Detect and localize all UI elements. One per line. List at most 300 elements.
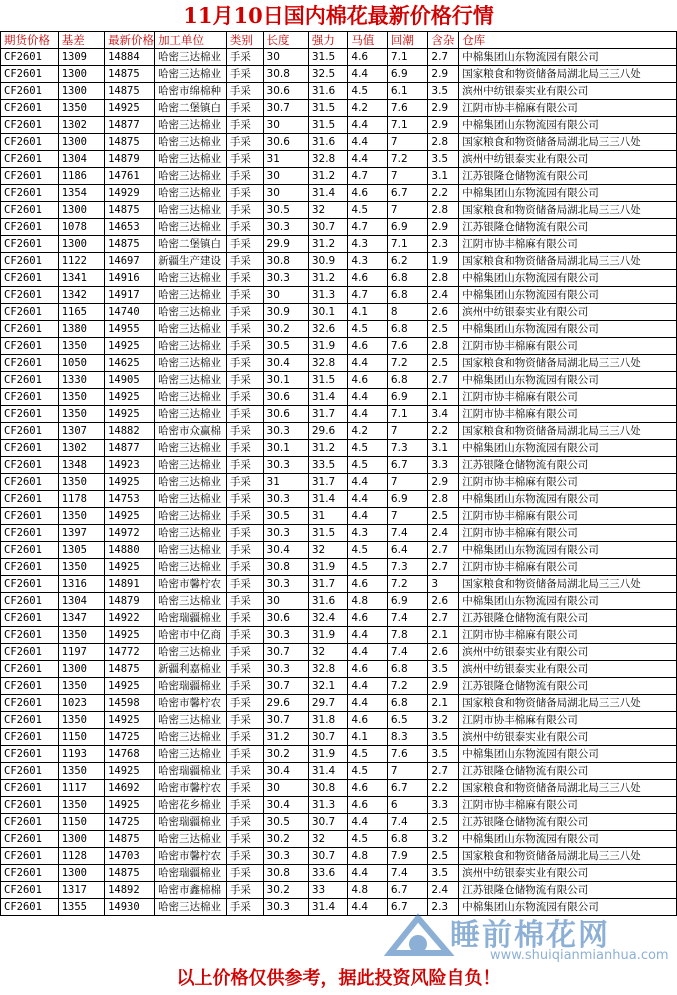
- table-cell: 手采: [226, 576, 263, 593]
- table-cell: CF2601: [1, 729, 59, 746]
- table-cell: 4.6: [348, 780, 388, 797]
- table-cell: 手采: [226, 474, 263, 491]
- table-cell: 国家粮食和物资储备局湖北局三三八处: [459, 780, 677, 797]
- table-cell: 6.2: [387, 253, 427, 270]
- column-header: 强力: [308, 32, 348, 49]
- table-cell: 哈密三达棉业: [155, 151, 227, 168]
- table-cell: CF2601: [1, 457, 59, 474]
- table-cell: 32: [308, 202, 348, 219]
- table-cell: CF2601: [1, 678, 59, 695]
- table-cell: 30: [263, 780, 308, 797]
- table-cell: 1350: [58, 338, 104, 355]
- table-cell: 江阴市协丰棉麻有限公司: [459, 389, 677, 406]
- table-cell: 3.5: [428, 151, 459, 168]
- table-cell: CF2601: [1, 440, 59, 457]
- table-cell: 4.4: [348, 134, 388, 151]
- table-cell: 手采: [226, 508, 263, 525]
- table-cell: 30.6: [263, 406, 308, 423]
- table-cell: 30.6: [263, 83, 308, 100]
- table-cell: 1305: [58, 542, 104, 559]
- table-cell: 哈密瑞疆棉业: [155, 678, 227, 695]
- table-cell: 2.8: [428, 491, 459, 508]
- table-cell: 14879: [105, 151, 155, 168]
- table-cell: 哈密市鑫棉棉: [155, 882, 227, 899]
- table-cell: 4.4: [348, 151, 388, 168]
- table-cell: 14917: [105, 287, 155, 304]
- table-cell: 31.9: [308, 746, 348, 763]
- table-cell: CF2601: [1, 151, 59, 168]
- table-row: [1, 219, 677, 236]
- table-cell: 33.6: [308, 865, 348, 882]
- table-cell: 手采: [226, 83, 263, 100]
- table-cell: 30.4: [263, 797, 308, 814]
- table-cell: 14925: [105, 406, 155, 423]
- table-cell: 30.5: [263, 338, 308, 355]
- table-cell: 2.4: [428, 287, 459, 304]
- table-cell: 1300: [58, 661, 104, 678]
- table-cell: CF2601: [1, 202, 59, 219]
- table-cell: 中棉集团山东物流园有限公司: [459, 899, 677, 916]
- table-cell: 4.6: [348, 338, 388, 355]
- table-cell: 6.8: [387, 321, 427, 338]
- table-cell: 6.7: [387, 185, 427, 202]
- table-cell: 14925: [105, 712, 155, 729]
- table-cell: 4.5: [348, 440, 388, 457]
- table-cell: 14725: [105, 729, 155, 746]
- table-cell: 1178: [58, 491, 104, 508]
- table-row: [1, 729, 677, 746]
- table-cell: 14875: [105, 83, 155, 100]
- table-cell: 手采: [226, 219, 263, 236]
- table-cell: 手采: [226, 899, 263, 916]
- table-row: [1, 525, 677, 542]
- table-cell: 7.8: [387, 627, 427, 644]
- table-cell: 7: [387, 508, 427, 525]
- table-cell: 2.6: [428, 593, 459, 610]
- table-cell: 1348: [58, 457, 104, 474]
- page-title: 11月10日国内棉花最新价格行情: [183, 3, 494, 28]
- table-cell: 3.1: [428, 440, 459, 457]
- table-cell: 国家粮食和物资储备局湖北局三三八处: [459, 848, 677, 865]
- table-cell: 哈密市馨柠农: [155, 848, 227, 865]
- table-row: [1, 746, 677, 763]
- watermark-text: 睡前棉花网: [450, 918, 610, 953]
- table-cell: 4.4: [348, 678, 388, 695]
- table-cell: CF2601: [1, 542, 59, 559]
- table-cell: 中棉集团山东物流园有限公司: [459, 593, 677, 610]
- table-cell: 中棉集团山东物流园有限公司: [459, 117, 677, 134]
- table-cell: 31.6: [308, 83, 348, 100]
- table-cell: 1165: [58, 304, 104, 321]
- table-cell: 14697: [105, 253, 155, 270]
- table-cell: 1150: [58, 729, 104, 746]
- table-cell: 8.3: [387, 729, 427, 746]
- table-cell: 1128: [58, 848, 104, 865]
- column-header: 加工单位: [155, 32, 227, 49]
- table-cell: 4.5: [348, 83, 388, 100]
- table-row: [1, 202, 677, 219]
- table-cell: CF2601: [1, 389, 59, 406]
- table-cell: 哈密三达棉业: [155, 542, 227, 559]
- table-cell: 手采: [226, 372, 263, 389]
- header-row: [1, 32, 677, 49]
- table-cell: 4.5: [348, 763, 388, 780]
- table-cell: 14879: [105, 593, 155, 610]
- table-cell: 3.1: [428, 168, 459, 185]
- table-cell: CF2601: [1, 236, 59, 253]
- table-cell: 14884: [105, 49, 155, 66]
- table-cell: 手采: [226, 780, 263, 797]
- table-cell: 30.8: [308, 780, 348, 797]
- table-cell: 31.9: [308, 338, 348, 355]
- table-cell: 4.7: [348, 219, 388, 236]
- table-cell: CF2601: [1, 338, 59, 355]
- table-cell: 4.7: [348, 287, 388, 304]
- table-cell: 手采: [226, 814, 263, 831]
- table-cell: 哈密三达棉业: [155, 474, 227, 491]
- table-cell: 手采: [226, 134, 263, 151]
- table-cell: 手采: [226, 882, 263, 899]
- table-cell: 4.5: [348, 559, 388, 576]
- table-cell: 2.5: [428, 355, 459, 372]
- table-cell: CF2601: [1, 270, 59, 287]
- table-cell: 新疆生产建设: [155, 253, 227, 270]
- table-row: [1, 185, 677, 202]
- table-cell: 6.9: [387, 593, 427, 610]
- table-cell: CF2601: [1, 117, 59, 134]
- table-cell: 江阴市协丰棉麻有限公司: [459, 338, 677, 355]
- table-cell: 3.5: [428, 865, 459, 882]
- table-cell: 30.4: [263, 763, 308, 780]
- table-row: [1, 406, 677, 423]
- table-cell: 3.5: [428, 83, 459, 100]
- table-cell: 14882: [105, 423, 155, 440]
- table-cell: 4.6: [348, 185, 388, 202]
- table-row: [1, 253, 677, 270]
- table-cell: 江阴市协丰棉麻有限公司: [459, 797, 677, 814]
- table-row: [1, 270, 677, 287]
- table-row: [1, 576, 677, 593]
- table-cell: 14930: [105, 899, 155, 916]
- table-row: [1, 304, 677, 321]
- table-cell: 1302: [58, 440, 104, 457]
- table-cell: 6.7: [387, 457, 427, 474]
- table-cell: 2.2: [428, 423, 459, 440]
- table-cell: 2.4: [428, 525, 459, 542]
- table-cell: 30.7: [308, 848, 348, 865]
- table-cell: 14761: [105, 168, 155, 185]
- table-cell: 2.2: [428, 185, 459, 202]
- table-cell: 手采: [226, 49, 263, 66]
- table-cell: 14880: [105, 542, 155, 559]
- table-cell: 7.3: [387, 559, 427, 576]
- table-cell: 1117: [58, 780, 104, 797]
- table-cell: 8: [387, 304, 427, 321]
- table-cell: 32.5: [308, 66, 348, 83]
- table-cell: 1347: [58, 610, 104, 627]
- column-header: 长度: [263, 32, 308, 49]
- table-cell: CF2601: [1, 610, 59, 627]
- table-cell: 7.1: [387, 406, 427, 423]
- table-row: [1, 644, 677, 661]
- table-row: [1, 797, 677, 814]
- table-cell: 14875: [105, 236, 155, 253]
- table-cell: 30.7: [308, 814, 348, 831]
- table-cell: 6.8: [387, 270, 427, 287]
- table-cell: CF2601: [1, 814, 59, 831]
- table-cell: 7.1: [387, 117, 427, 134]
- table-cell: 手采: [226, 695, 263, 712]
- table-cell: 江阴市协丰棉麻有限公司: [459, 559, 677, 576]
- table-cell: 14875: [105, 831, 155, 848]
- table-cell: 14875: [105, 66, 155, 83]
- table-cell: CF2601: [1, 66, 59, 83]
- table-cell: 29.9: [263, 236, 308, 253]
- table-cell: 31.2: [263, 729, 308, 746]
- table-cell: 14725: [105, 814, 155, 831]
- table-cell: 30.3: [263, 457, 308, 474]
- table-cell: 1350: [58, 389, 104, 406]
- table-cell: 1122: [58, 253, 104, 270]
- table-cell: 30.4: [263, 542, 308, 559]
- table-cell: CF2601: [1, 185, 59, 202]
- table-cell: 手采: [226, 610, 263, 627]
- table-cell: 7.2: [387, 355, 427, 372]
- table-cell: 4.4: [348, 117, 388, 134]
- table-cell: 6.9: [387, 389, 427, 406]
- table-cell: 7: [387, 202, 427, 219]
- table-cell: 哈密三达棉业: [155, 338, 227, 355]
- table-cell: 手采: [226, 117, 263, 134]
- table-cell: 14925: [105, 797, 155, 814]
- table-cell: 4.8: [348, 593, 388, 610]
- table-cell: 手采: [226, 389, 263, 406]
- table-cell: 30.3: [263, 491, 308, 508]
- table-cell: 2.1: [428, 695, 459, 712]
- table-cell: 6.1: [387, 83, 427, 100]
- table-cell: CF2601: [1, 49, 59, 66]
- table-cell: 哈密三达棉业: [155, 440, 227, 457]
- table-cell: 4.4: [348, 899, 388, 916]
- table-cell: 4.5: [348, 746, 388, 763]
- table-row: [1, 236, 677, 253]
- table-cell: 31.4: [308, 899, 348, 916]
- table-cell: 4.4: [348, 627, 388, 644]
- table-cell: 4.6: [348, 610, 388, 627]
- table-cell: 7.2: [387, 678, 427, 695]
- table-cell: 7: [387, 168, 427, 185]
- table-cell: 哈密三达棉业: [155, 355, 227, 372]
- table-cell: 31.9: [308, 627, 348, 644]
- table-cell: 1078: [58, 219, 104, 236]
- table-cell: 4.4: [348, 814, 388, 831]
- table-row: [1, 117, 677, 134]
- table-cell: 手采: [226, 457, 263, 474]
- table-cell: 手采: [226, 338, 263, 355]
- table-row: [1, 83, 677, 100]
- table-row: [1, 627, 677, 644]
- table-cell: 哈密三达棉业: [155, 168, 227, 185]
- table-cell: CF2601: [1, 525, 59, 542]
- table-cell: 1186: [58, 168, 104, 185]
- table-cell: 30.7: [263, 100, 308, 117]
- table-cell: 中棉集团山东物流园有限公司: [459, 185, 677, 202]
- table-cell: 30.4: [263, 355, 308, 372]
- table-cell: 14923: [105, 457, 155, 474]
- table-cell: 14875: [105, 202, 155, 219]
- table-cell: 4.3: [348, 236, 388, 253]
- table-cell: 2.1: [428, 389, 459, 406]
- table-cell: 滨州中纺银泰实业有限公司: [459, 151, 677, 168]
- table-cell: 江苏银隆仓储物流有限公司: [459, 678, 677, 695]
- table-cell: 2.7: [428, 542, 459, 559]
- table-cell: 29.6: [308, 423, 348, 440]
- table-cell: 1350: [58, 100, 104, 117]
- table-cell: 3.4: [428, 406, 459, 423]
- table-cell: 7.2: [387, 576, 427, 593]
- table-cell: 1317: [58, 882, 104, 899]
- table-cell: 4.4: [348, 865, 388, 882]
- table-cell: 2.8: [428, 338, 459, 355]
- table-row: [1, 559, 677, 576]
- table-cell: 32: [308, 831, 348, 848]
- table-cell: 哈密三达棉业: [155, 831, 227, 848]
- disclaimer-footer: 以上价格仅供参考，据此投资风险自负！: [176, 968, 501, 989]
- table-cell: CF2601: [1, 100, 59, 117]
- table-cell: 2.5: [428, 508, 459, 525]
- table-cell: 手采: [226, 287, 263, 304]
- table-cell: 哈密市绵棉种: [155, 83, 227, 100]
- table-cell: 手采: [226, 763, 263, 780]
- table-cell: 7.4: [387, 525, 427, 542]
- table-cell: 31.3: [308, 287, 348, 304]
- table-row: [1, 865, 677, 882]
- table-cell: 4.6: [348, 576, 388, 593]
- table-cell: 30.2: [263, 882, 308, 899]
- table-cell: 江阴市协丰棉麻有限公司: [459, 236, 677, 253]
- table-cell: 4.6: [348, 372, 388, 389]
- table-cell: 1.9: [428, 253, 459, 270]
- table-cell: 14753: [105, 491, 155, 508]
- table-cell: 4.4: [348, 389, 388, 406]
- table-cell: CF2601: [1, 355, 59, 372]
- table-cell: 14929: [105, 185, 155, 202]
- table-cell: 32: [308, 644, 348, 661]
- table-cell: CF2601: [1, 899, 59, 916]
- table-row: [1, 882, 677, 899]
- table-cell: 32.8: [308, 355, 348, 372]
- table-cell: 手采: [226, 627, 263, 644]
- table-cell: 1355: [58, 899, 104, 916]
- table-row: [1, 712, 677, 729]
- table-row: [1, 491, 677, 508]
- column-header: 仓库: [459, 32, 677, 49]
- table-row: [1, 831, 677, 848]
- table-cell: 哈密三达棉业: [155, 372, 227, 389]
- table-cell: CF2601: [1, 372, 59, 389]
- table-cell: 手采: [226, 151, 263, 168]
- table-cell: 31.7: [308, 576, 348, 593]
- table-cell: 31.6: [308, 134, 348, 151]
- table-cell: 江苏银隆仓储物流有限公司: [459, 610, 677, 627]
- table-row: [1, 372, 677, 389]
- table-cell: CF2601: [1, 559, 59, 576]
- table-cell: 2.9: [428, 117, 459, 134]
- table-cell: 中棉集团山东物流园有限公司: [459, 321, 677, 338]
- table-cell: 哈密市馨柠农: [155, 576, 227, 593]
- table-cell: 手采: [226, 185, 263, 202]
- table-cell: 4.5: [348, 542, 388, 559]
- table-cell: CF2601: [1, 848, 59, 865]
- table-cell: CF2601: [1, 134, 59, 151]
- table-cell: 哈密三达棉业: [155, 185, 227, 202]
- table-cell: 32.6: [308, 321, 348, 338]
- table-cell: 1354: [58, 185, 104, 202]
- table-row: [1, 287, 677, 304]
- table-cell: 6.7: [387, 882, 427, 899]
- table-cell: 手采: [226, 542, 263, 559]
- table-cell: 32.8: [308, 661, 348, 678]
- table-cell: 6.8: [387, 287, 427, 304]
- table-cell: 哈密三达棉业: [155, 304, 227, 321]
- table-cell: 手采: [226, 304, 263, 321]
- table-cell: 31.5: [308, 372, 348, 389]
- table-cell: 4.5: [348, 831, 388, 848]
- table-cell: 30.3: [263, 219, 308, 236]
- table-cell: 江苏银隆仓储物流有限公司: [459, 882, 677, 899]
- table-cell: 哈密三达棉业: [155, 644, 227, 661]
- table-cell: 中棉集团山东物流园有限公司: [459, 831, 677, 848]
- table-cell: 江苏银隆仓储物流有限公司: [459, 814, 677, 831]
- column-header: 含杂: [428, 32, 459, 49]
- table-cell: 手采: [226, 525, 263, 542]
- table-cell: 国家粮食和物资储备局湖北局三三八处: [459, 576, 677, 593]
- table-cell: 手采: [226, 440, 263, 457]
- table-cell: 14925: [105, 474, 155, 491]
- table-cell: 哈密三达棉业: [155, 49, 227, 66]
- table-cell: 31.2: [308, 236, 348, 253]
- table-cell: 30.6: [263, 389, 308, 406]
- table-row: [1, 899, 677, 916]
- table-cell: 1316: [58, 576, 104, 593]
- table-cell: 2.8: [428, 270, 459, 287]
- table-cell: 手采: [226, 848, 263, 865]
- table-cell: 1397: [58, 525, 104, 542]
- table-row: [1, 389, 677, 406]
- table-cell: 哈密三达棉业: [155, 134, 227, 151]
- table-cell: 哈密市馨柠农: [155, 695, 227, 712]
- table-cell: 江阴市协丰棉麻有限公司: [459, 627, 677, 644]
- table-cell: 7.4: [387, 814, 427, 831]
- table-cell: 31.5: [308, 49, 348, 66]
- table-cell: 32.4: [308, 610, 348, 627]
- table-cell: 哈密三达棉业: [155, 389, 227, 406]
- table-cell: 哈密三达棉业: [155, 746, 227, 763]
- table-cell: 14905: [105, 372, 155, 389]
- table-cell: 30.1: [308, 304, 348, 321]
- table-cell: 2.9: [428, 678, 459, 695]
- table-cell: 31.5: [308, 100, 348, 117]
- table-row: [1, 151, 677, 168]
- table-cell: 14891: [105, 576, 155, 593]
- table-cell: 4.4: [348, 491, 388, 508]
- table-cell: 14625: [105, 355, 155, 372]
- table-cell: 6.8: [387, 372, 427, 389]
- table-cell: 1350: [58, 797, 104, 814]
- table-cell: 手采: [226, 678, 263, 695]
- table-cell: 7.4: [387, 644, 427, 661]
- table-cell: 哈密三达棉业: [155, 712, 227, 729]
